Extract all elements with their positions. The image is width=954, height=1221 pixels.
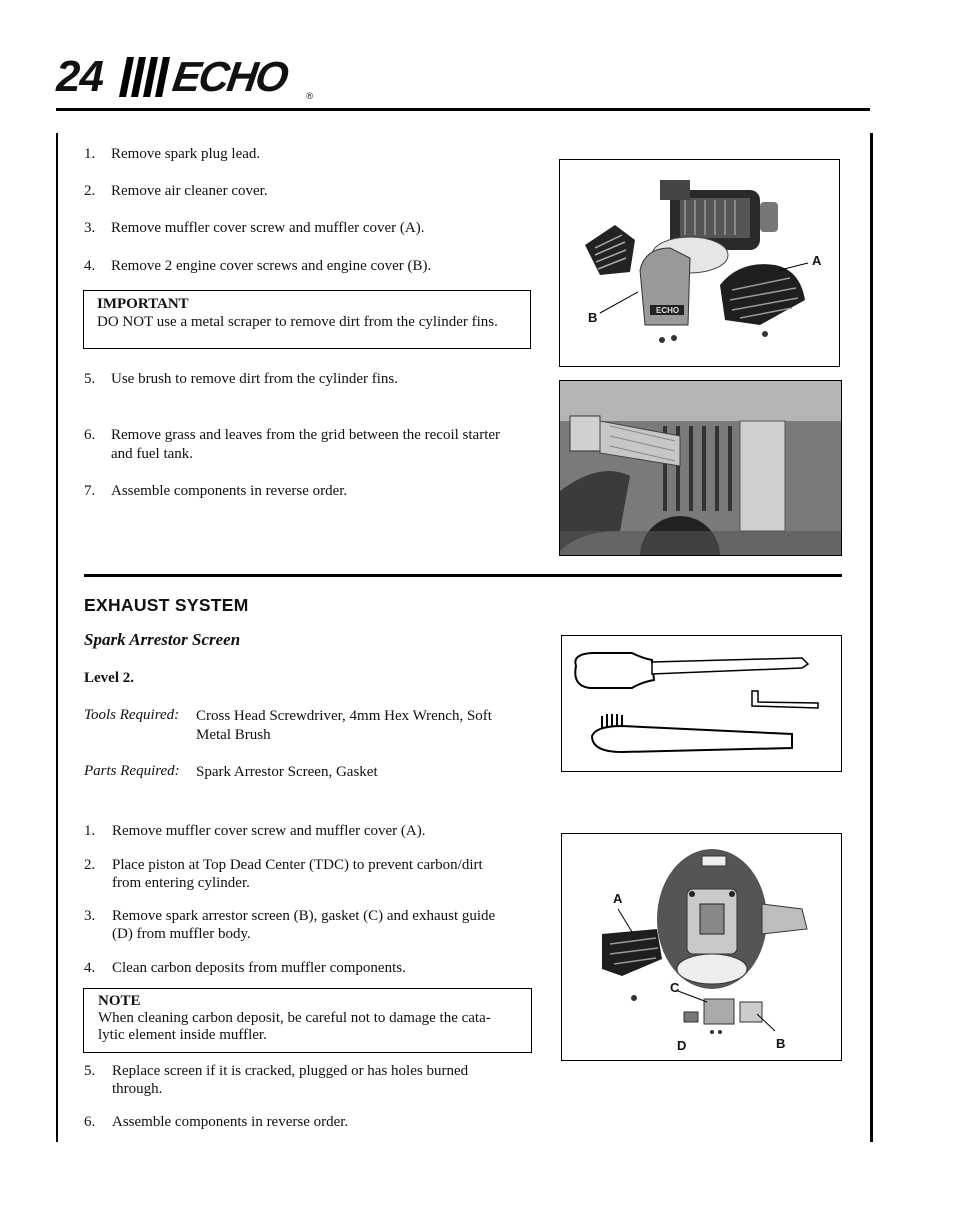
exhaust-step-1: 1. Remove muffler cover screw and muffler cover (A). xyxy=(84,823,426,839)
cooling-step-6: 6. Remove grass and leaves from the grid between the recoil starter and fuel tank. xyxy=(84,427,501,462)
cooling-step-7: 7. Assemble components in reverse order. xyxy=(84,483,348,499)
logo-text: ECHO xyxy=(169,53,290,100)
callout-b: B xyxy=(588,310,598,325)
cooling-step-4: 4. Remove 2 engine cover screws and engine cover (B). xyxy=(84,258,432,274)
callout-d: D xyxy=(677,1038,687,1053)
echo-logo xyxy=(117,55,313,99)
exhaust-step-4: 4. Clean carbon deposits from muffler components. xyxy=(84,960,406,976)
exhaust-step-5: 5. Replace screen if it is cracked, plugged or has holes burned through. xyxy=(84,1063,469,1097)
engine-covers-figure xyxy=(559,159,840,367)
callout-b: B xyxy=(776,1036,786,1051)
right-margin-rule xyxy=(870,133,873,1142)
note-title: NOTE xyxy=(98,993,141,1009)
tools-required-value: Cross Head Screwdriver, 4mm Hex Wrench, Soft Metal Brush xyxy=(196,708,492,743)
important-title: IMPORTANT xyxy=(97,296,189,312)
callout-c: C xyxy=(670,980,680,995)
note-line-2: lytic element inside muffler. xyxy=(98,1027,267,1043)
cooling-step-5: 5. Use brush to remove dirt from the cylinder fins. xyxy=(84,371,399,387)
exhaust-step-2: 2. Place piston at Top Dead Center (TDC) to prevent carbon/dirt from entering cylinder. xyxy=(84,857,483,891)
engine-covers-illustration xyxy=(560,160,840,367)
callout-a: A xyxy=(613,891,623,906)
muffler-parts-illustration xyxy=(562,834,842,1061)
page-number: 24 xyxy=(56,52,103,101)
registered-mark: ® xyxy=(306,91,313,101)
left-margin-rule xyxy=(56,133,58,1142)
exhaust-step-3: 3. Remove spark arrestor screen (B), gasket (C) and exhaust guide (D) from muffler body. xyxy=(84,908,496,942)
important-text: DO NOT use a metal scraper to remove dirt from the cylinder fins. xyxy=(97,314,498,330)
cooling-step-3: 3. Remove muffler cover screw and muffler cover (A). xyxy=(84,220,425,236)
exhaust-step-6: 6. Assemble components in reverse order. xyxy=(84,1114,349,1130)
level-label: Level 2. xyxy=(84,670,134,686)
spark-arrestor-subheading: Spark Arrestor Screen xyxy=(84,630,241,649)
cooling-step-2: 2. Remove air cleaner cover. xyxy=(84,183,268,199)
parts-required-value: Spark Arrestor Screen, Gasket xyxy=(196,764,378,780)
section-divider xyxy=(84,574,842,577)
cylinder-brush-figure xyxy=(559,380,842,556)
logo-stripes-icon xyxy=(117,55,177,99)
tools-illustration xyxy=(562,636,842,772)
callout-a: A xyxy=(812,253,822,268)
important-box xyxy=(83,290,531,349)
muffler-parts-figure xyxy=(561,833,842,1061)
cover-echo-logo: ECHO xyxy=(656,306,680,315)
note-line-1: When cleaning carbon deposit, be careful not to damage the cata- xyxy=(98,1010,491,1026)
cooling-step-1: 1. Remove spark plug lead. xyxy=(84,146,261,162)
header-rule xyxy=(56,108,870,111)
parts-required-label: Parts Required: xyxy=(84,763,180,779)
cylinder-brush-photo xyxy=(560,381,842,556)
tools-required-label: Tools Required: xyxy=(84,707,180,723)
tools-figure xyxy=(561,635,842,772)
exhaust-heading: EXHAUST SYSTEM xyxy=(84,595,249,615)
note-box xyxy=(83,988,532,1053)
